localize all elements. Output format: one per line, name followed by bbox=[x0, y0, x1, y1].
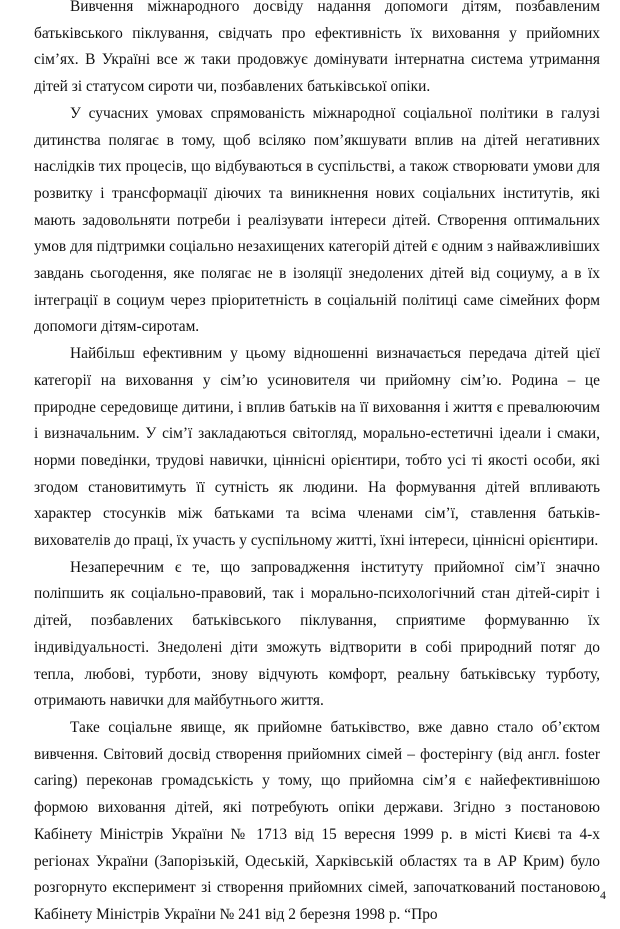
paragraph-4: Незаперечним є те, що запровадження інституту прийомної сім’ї значно поліпшить як соціально-правовий, так і морально-психологічний стан дітей-сиріт і дітей, позбавлених батьківського піклування, сприятиме формуванню їх індивідуальності. Знедолені діти зможуть відтворити в собі природний потяг до тепла, любові, турботи, знову відчують комфорт, реальну батьківську турботу, отримають навички для майбутнього життя. bbox=[34, 558, 600, 710]
body-text bbox=[34, 0, 600, 929]
page-number: 4 bbox=[600, 888, 606, 902]
paragraph-3: Найбільш ефективним у цьому відношенні визначається передача дітей цієї категорії на виховання у сім’ю усиновителя чи прийомну сім’ю. Родина – це природне середовище дитини, і вплив батьків на її виховання і життя є превалюючим і визначальним. У сім’ї закладаються світогляд, морально-естетичні ідеали і смаки, норми поведінки, трудові навички, ціннісні орієнтири, тобто усі ті якості особи, які згодом становитимуть її сутність як людини. На формування дітей впливають характер стосунків між батьками та всіма членами сім’ї, ставлення батьків-вихователів до праці, їх участь у суспільному житті, їхні інтереси, ціннісні орієнтири. bbox=[34, 345, 600, 550]
paragraph-2: У сучасних умовах спрямованість міжнародної соціальної політики в галузі дитинства полягає в тому, щоб всіляко пом’якшувати вплив на дітей негативних наслідків тих процесів, що відбуваються в суспільстві, а також створювати умови для розвитку і трансформації діючих та виникнення нових соціальних інститутів, які мають задовольняти потреби і реалізувати інтереси дітей. Створення оптимальних умов для підтримки соціально незахищених категорій дітей є одним з найважливіших завдань сьогодення, яке полягає не в ізоляції знедолених дітей від социуму, а в їх інтеграції в социум через пріоритетність в соціальній політиці саме сімейних форм допомоги дітям-сиротам. bbox=[34, 104, 600, 336]
paragraph-1: Вивчення міжнародного досвіду надання допомоги дітям, позбавленим батьківського піклування, свідчать про ефективність їх виховання у прийомних сім’ях. В Україні все ж таки продовжує домінувати інтернатна система утримання дітей зі статусом сироти чи, позбавлених батьківської опіки. bbox=[34, 0, 600, 96]
paragraph-5: Таке соціальне явище, як прийомне батьківство, вже давно стало об’єктом вивчення. Світовий досвід створення прийомних сімей – фостерінгу (від англ. foster caring) переконав громадськість у тому, що прийомна сім’я є найефективнішою формою виховання дітей, які потребують опіки держави. Згідно з постановою Кабінету Міністрів України № 1713 від 15 вересня 1999 р. в місті Києві та 4-х регіонах України (Запорізькій, Одеській, Харківській областях та в АР Крим) було розгорнуто експеримент зі створення прийомних сімей, започаткований постановою Кабінету Міністрів України № 241 від 2 березня 1998 р. “Про bbox=[34, 718, 600, 923]
